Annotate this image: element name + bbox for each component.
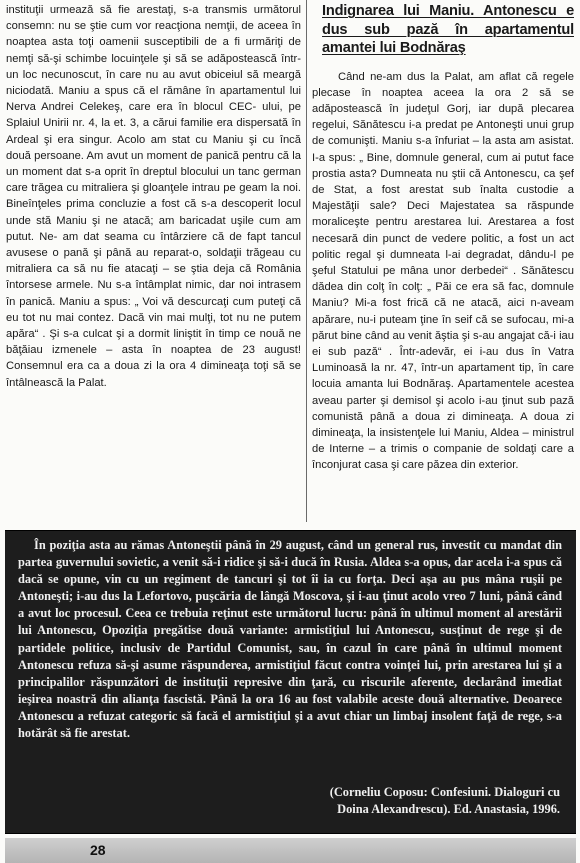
article-headline: Indignarea lui Maniu. Antonescu e dus sub pază în apartamentul amantei lui Bodnăraş [322, 3, 574, 56]
right-column [312, 2, 574, 474]
right-column-text: Când ne-am dus la Palat, am aflat că regele plecase în noaptea aceea la ora 2 să se adăpostească în judeţul Gorj, iar după plecarea regelui, Sănătescu i-a predat pe Antoneşti unui grup de comunişti. Maniu s-a înfuriat – la asta am asistat. I-a spus: „ Bine, domnule general, cum ai putut face prostia asta? Dumneata nu ştii că Antonescu, ca şef de Stat, a fost arestat sub înalta custodie a Majestăţii sale? Deci Majestatea sa răspunde moraliceşte pentru arestarea lui. Arestarea a fost necesară din punct de vedere politic, a fost un act politic regal şi dumneata l-ai degradat, dându-l pe şeful Statului pe mâna unor derbedei“ . Sănătescu dădea din colţ în colţ: „ Păi ce era să fac, domnule Maniu? Mi-a fost frică că ne atacă, aici n-aveam apărare, nu-i puteam ţine în seif că se sufocau, mi-a părut bine când au venit ăştia şi s-au angajat că-i iau ei sub pază“ . Într-adevăr, ei i-au dus în Vatra Luminoasă la nr. 47, într-un apartament tip, în care locuia amanta lui Bodnăraş. Apartamentele acestea aveau parter şi demisol şi acolo i-au ţinut sub pază comunistă până a doua zi dimineaţa. A doua zi dimineaţa, la insistenţele lui Maniu, Aldea – ministrul de Interne – a trimis o companie de soldaţi care a înconjurat casa şi care păzea din exterior. [312, 70, 574, 472]
quote-source: (Corneliu Coposu: Confesiuni. Dialoguri cu Doina Alexandrescu). Ed. Anastasia, 1996. [329, 785, 560, 817]
footer-band [5, 838, 576, 863]
page-number: 28 [90, 842, 106, 858]
left-column [6, 2, 301, 391]
quote-text: În poziţia asta au rămas Antoneştii până în 29 august, când un general rus, investit cu mandat din partea guvernului sovietic, a venit să-i ridice şi să-i ducă în Rusia. Aldea s-a opus, dar acela i-a spus că dacă se opune, vin cu un regiment de tancuri şi tot îi ia cu forţa. Deci aşa au pus mâna ruşii pe Antoneşti; i-au dus la Lefortovo, puşcăria de lângă Moscova, şi i-au ţinut acolo vreo 7 luni, până când a avut loc procesul. Ceea ce trebuia reţinut este următorul lucru: până în ultimul moment al arestării lui Antonescu, Opoziţia pregătise două variante: armistiţiul lui Antonescu, susţinut de rege şi de partidele politice, inclusiv de Partidul Comunist, sau, în cazul în care până în ultimul moment Antonescu refuza să-şi asume răspunderea, armistiţiul făcut contra voinţei lui, prin arestarea lui şi a principalilor răspunzători de instituţii represive din ţară, cu riscurile aferente, declarând imediat ieşirea noastră din alianţa fascistă. Până la ora 16 au fost valabile aceste două alternative. Deoarece Antonescu a refuzat categoric să facă el armistiţiul şi a avut chiar un limbaj insolent faţă de rege, s-a hotărât să fie arestat. [18, 538, 562, 741]
left-column-text: instituţii urmează să fie arestaţi, s-a transmis următorul consemn: nu se ştie cum vor reacţiona nemţii, de aceea în noaptea asta toţi oamenii susceptibili de a fi urmăriţi de nemţi să-şi schimbe locuinţele şi să se adăpostească într-un loc necunoscut, în care nu au avut obiceiul să meargă niciodată. Maniu a spus că el rămâne în apartamentul lui Nerva Andrei Celekeş, care era în blocul CEC- ului, pe Splaiul Unirii nr. 4, la et. 3, a cărui familie era dispersată în Ardeal şi era singur. Acolo am stat cu Maniu şi cu încă două persoane. Am avut un moment de panică pentru că la un moment dat s-a oprit în dreptul blocului un tanc german care trăgea cu mitraliera şi gloanţele intrau pe geam la noi. Bineînţeles prima concluzie a fost că s-a descoperit locul unde stă Maniu şi ne atacă; am baricadat uşile cum am putut. Ne- am dat seama cu întârziere că de fapt tancul avusese o pană şi până au reparat-o, soldaţii trăgeau cu mitraliera ca să nu fie atacaţi – se ştia deja că România întorsese armele. Nu s-a întâmplat nimic, dar noi intrasem în panică. Maniu a spus: „ Voi vă descurcaţi cum puteţi că eu tot nu mai contez. Dacă vin mai mulţi, tot nu ne putem apăra“ . Şi s-a culcat şi a dormit liniştit în timp ce nouă ne băţăiau izmenele – asta în noaptea de 23 august! Consemnul era ca a doua zi la ora 4 dimineaţa toţi să se întâlnească la Palat. [6, 4, 301, 389]
quote-box [5, 530, 576, 834]
column-divider [306, 0, 307, 522]
